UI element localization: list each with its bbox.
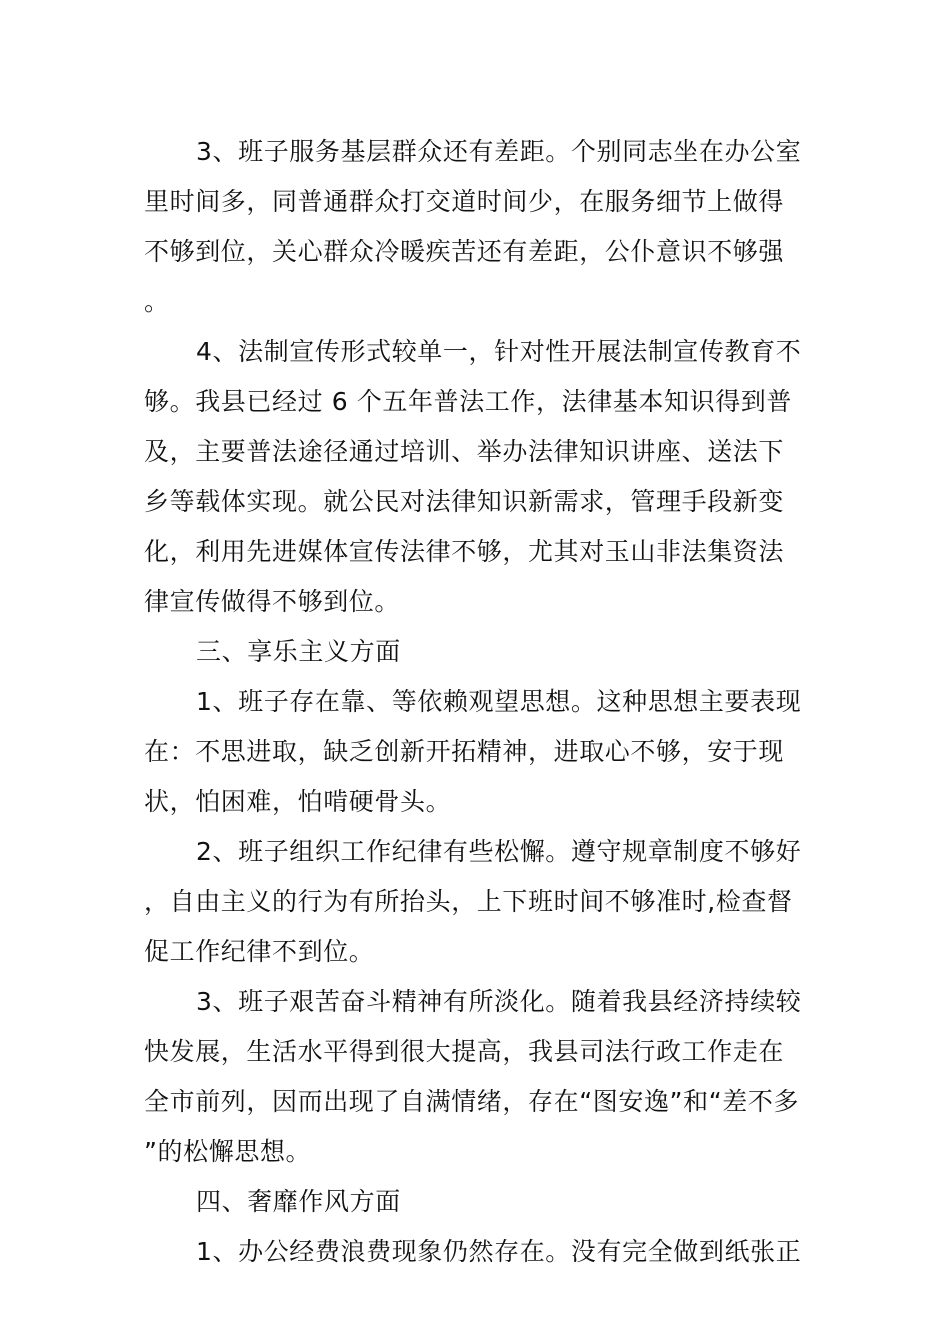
paragraph-service-gap: 3、班子服务基层群众还有差距。个别同志坐在办公室里时间多，同普通群众打交道时间少，在服务细节上做得不够到位，关心群众冷暖疾苦还有差距，公仆意识不够强。	[144, 137, 802, 316]
paragraph-work-discipline: 2、班子组织工作纪律有些松懈。遵守规章制度不够好，自由主义的行为有所抬头，上下班时间不够准时,检查督促工作纪律不到位。	[144, 837, 802, 966]
document-body	[144, 127, 809, 1277]
paragraph-dependence-thinking: 1、班子存在靠、等依赖观望思想。这种思想主要表现在：不思进取，缺乏创新开拓精神，进取心不够，安于现状，怕困难，怕啃硬骨头。	[144, 687, 802, 816]
section-heading-hedonism: 三、享乐主义方面	[196, 637, 401, 666]
paragraph-legal-publicity: 4、法制宣传形式较单一，针对性开展法制宣传教育不够。我县已经过 6 个五年普法工作，法律基本知识得到普及，主要普法途径通过培训、举办法律知识讲座、送法下乡等载体实现。就公民对法律知识新需求，管理手段新变化，利用先进媒体宣传法律不够，尤其对玉山非法集资法律宣传做得不够到位。	[144, 337, 802, 616]
paragraph-hard-work-spirit: 3、班子艰苦奋斗精神有所淡化。随着我县经济持续较快发展，生活水平得到很大提高，我县司法行政工作走在全市前列，因而出现了自满情绪，存在“图安逸”和“差不多”的松懈思想。	[144, 987, 802, 1166]
paragraph-office-expenses: 1、办公经费浪费现象仍然存在。没有完全做到纸张正	[196, 1237, 802, 1266]
section-heading-extravagance: 四、奢靡作风方面	[196, 1187, 401, 1216]
